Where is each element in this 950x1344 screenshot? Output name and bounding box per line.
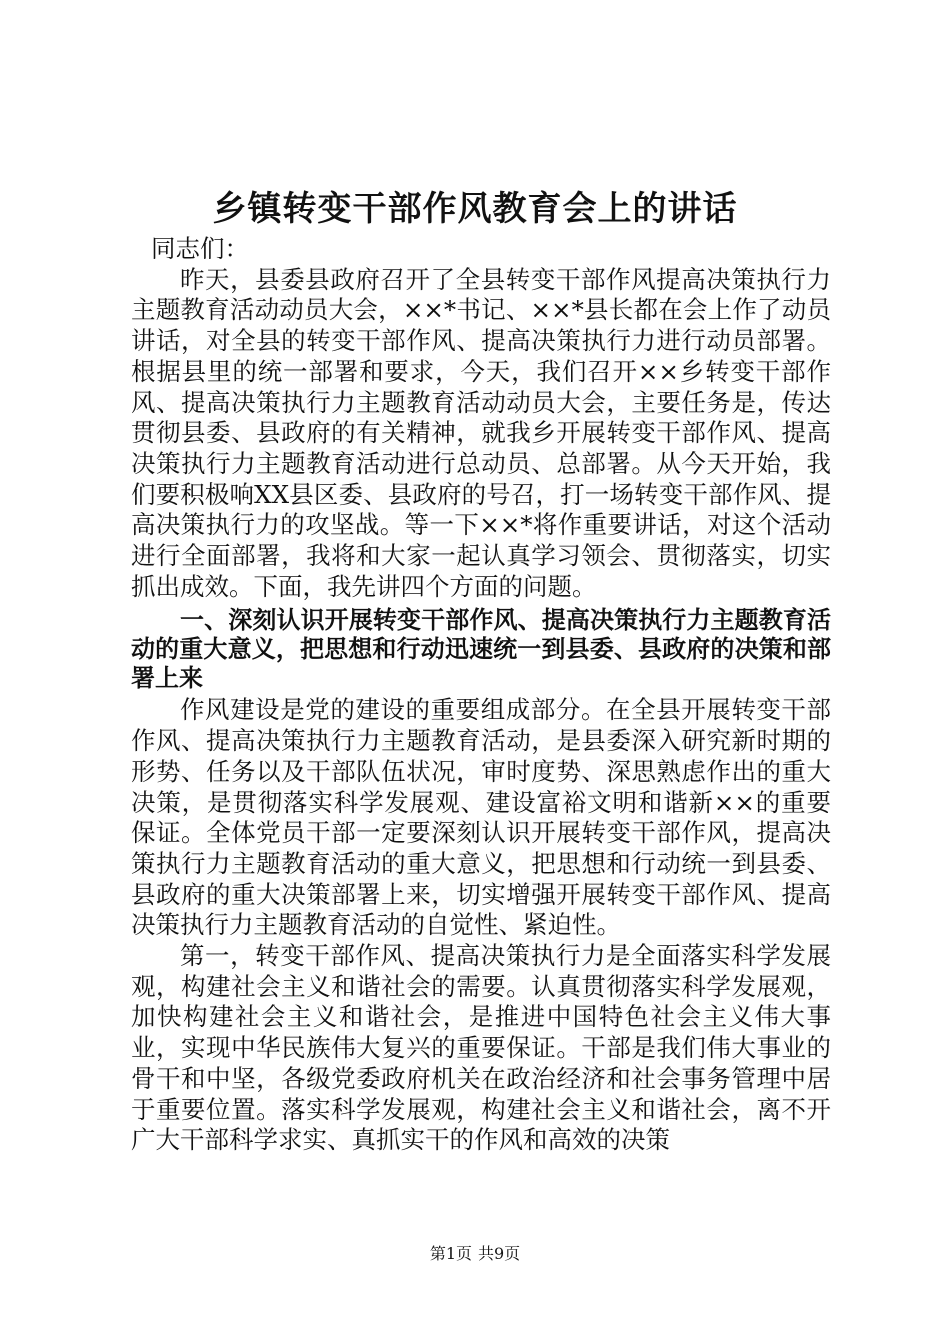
page-number: 第1页 xyxy=(429,1244,472,1263)
document-title: 乡镇转变干部作风教育会上的讲话 xyxy=(212,189,738,229)
salutation: 同志们： xyxy=(151,234,249,263)
section-paragraph: 第一，转变干部作风、提高决策执行力是全面落实科学发展观，构建社会主义和谐社会的需要。认真贯彻落实科学发展观，加快构建社会主义和谐社会，是推进中国特色社会主义伟大事业，实现中华民族伟大复兴的重要保证。干部是我们伟大事业的骨干和中坚，各级党委政府机关在政治经济和社会事务管理中居于重要位置。落实科学发展观，构建社会主义和谐社会，离不开广大干部科学求实、真抓实干的作风和高效的决策 xyxy=(131,941,831,1155)
page-footer xyxy=(0,1244,950,1264)
document-body xyxy=(131,234,831,1156)
intro-paragraph: 昨天，县委县政府召开了全县转变干部作风提高决策执行力主题教育活动动员大会，××*书记、××*县长都在会上作了动员讲话，对全县的转变干部作风、提高决策执行力进行动员部署。根据县里的统一部署和要求，今天，我们召开××乡转变干部作风、提高决策执行力主题教育活动动员大会，主要任务是，传达贯彻县委、县政府的有关精神，就我乡开展转变干部作风、提高决策执行力主题教育活动进行总动员、总部署。从今天开始，我们要积极响XX县区委、县政府的号召，打一场转变干部作风、提高决策执行力的攻坚战。等一下××*将作重要讲话，对这个活动进行全面部署，我将和大家一起认真学习领会、贯彻落实，切实抓出成效。下面，我先讲四个方面的问题。 xyxy=(131,264,831,601)
section-heading: 一、深刻认识开展转变干部作风、提高决策执行力主题教育活动的重大意义，把思想和行动迅速统一到县委、县政府的决策和部署上来 xyxy=(131,606,831,693)
total-pages: 共9页 xyxy=(478,1244,521,1263)
section-paragraph: 作风建设是党的建设的重要组成部分。在全县开展转变干部作风、提高决策执行力主题教育活动，是县委深入研究新时期的形势、任务以及干部队伍状况，审时度势、深思熟虑作出的重大决策，是贯彻落实科学发展观、建设富裕文明和谐新××的重要保证。全体党员干部一定要深刻认识开展转变干部作风，提高决策执行力主题教育活动的重大意义，把思想和行动统一到县委、县政府的重大决策部署上来，切实增强开展转变干部作风、提高决策执行力主题教育活动的自觉性、紧迫性。 xyxy=(131,695,831,940)
